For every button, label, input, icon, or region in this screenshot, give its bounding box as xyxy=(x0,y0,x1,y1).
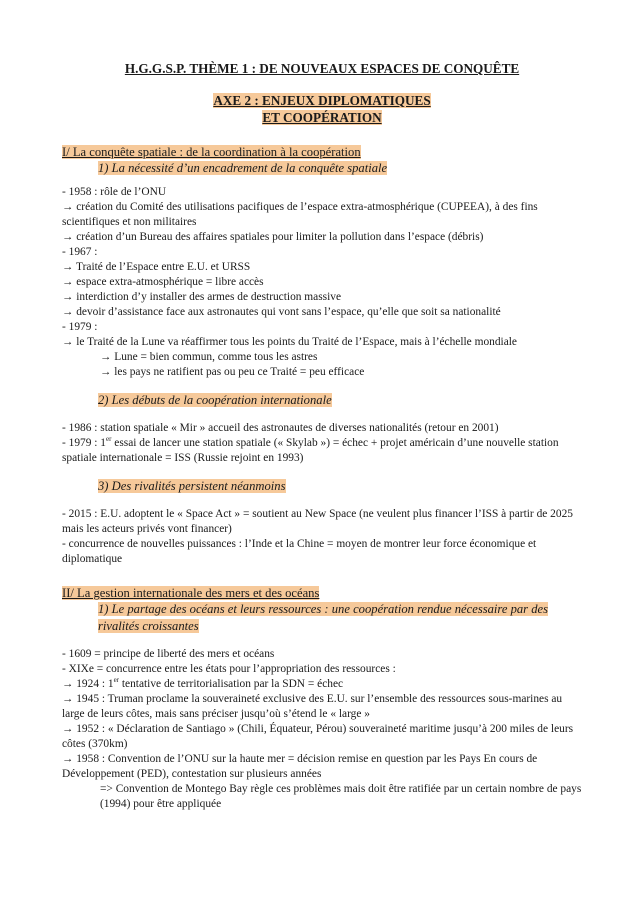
section-2-heading xyxy=(62,585,582,601)
text-line xyxy=(62,436,582,466)
indented-line: → les pays ne ratifient pas ou peu ce Traité = peu efficace xyxy=(100,366,365,378)
subsection-2-1-body xyxy=(62,647,582,812)
text-line: → 1945 : Truman proclame la souveraineté exclusive des E.U. sur l’ensemble des ressources sous-marines au large de leurs côtes, mais sans préciser jusqu’où s’étend le « large » xyxy=(62,693,563,720)
superscript: er xyxy=(105,435,112,444)
axe-title-line2: ET COOPÉRATION xyxy=(262,110,382,125)
text-fragment: → 1924 : 1 xyxy=(62,678,114,690)
text-line xyxy=(62,677,582,692)
text-fragment: - 1979 : 1 xyxy=(62,437,106,449)
text-line: → 1958 : Convention de l’ONU sur la haute mer = décision remise en question par les Pays En cours de Développement (PED), contestation sur plusieurs années xyxy=(62,753,538,780)
text-line: → 1952 : « Déclaration de Santiago » (Chili, Équateur, Pérou) souveraineté maritime jusqu’à 200 miles de leurs côtes (370km) xyxy=(62,723,574,750)
text-line: - concurrence de nouvelles puissances : l’Inde et la Chine = moyen de montrer leur force économique et diplomatique xyxy=(62,538,537,565)
subsection-1-3-body xyxy=(62,507,582,567)
text-line: - XIXe = concurrence entre les états pour l’appropriation des ressources : xyxy=(62,663,396,675)
section-2-title: II/ La gestion internationale des mers et des océans xyxy=(62,586,320,600)
document-page xyxy=(62,60,582,812)
subsection-2-1-heading xyxy=(62,601,582,635)
text-line: - 1609 = principe de liberté des mers et océans xyxy=(62,648,275,660)
text-line: - 1958 : rôle de l’ONU xyxy=(62,186,167,198)
text-line: - 2015 : E.U. adoptent le « Space Act » = soutient au New Space (ne veulent plus financer l’ISS à partir de 2025 mais les acteurs privés vont financer) xyxy=(62,508,573,535)
superscript: er xyxy=(113,676,120,685)
axe-title xyxy=(62,92,582,126)
subsection-1-2-body xyxy=(62,421,582,466)
subsection-1-3-title: 3) Des rivalités persistent néanmoins xyxy=(98,479,286,493)
subsection-1-2-heading xyxy=(62,392,582,409)
indented-line: → Lune = bien commun, comme tous les astres xyxy=(100,351,318,363)
conclusion-line: => Convention de Montego Bay règle ces problèmes mais doit être ratifiée par un certain nombre de pays (1994) pour être appliquée xyxy=(100,783,582,810)
text-line: → Traité de l’Espace entre E.U. et URSS xyxy=(62,261,251,273)
text-line: - 1979 : xyxy=(62,321,98,333)
text-line: → création d’un Bureau des affaires spatiales pour limiter la pollution dans l’espace (débris) xyxy=(62,231,484,243)
text-line: → espace extra-atmosphérique = libre accès xyxy=(62,276,264,288)
text-line: - 1986 : station spatiale « Mir » accueil des astronautes de diverses nationalités (retour en 2001) xyxy=(62,422,499,434)
subsection-1-3-heading xyxy=(62,478,582,495)
text-line: → interdiction d’y installer des armes de destruction massive xyxy=(62,291,341,303)
subsection-2-1-title: 1) Le partage des océans et leurs ressources : une coopération rendue nécessaire par des rivalités croissantes xyxy=(98,602,549,633)
subsection-1-1-heading xyxy=(62,160,582,177)
subsection-1-1-body xyxy=(62,185,582,380)
text-line: → le Traité de la Lune va réaffirmer tous les points du Traité de l’Espace, mais à l’échelle mondiale xyxy=(62,336,517,348)
subsection-1-1-title: 1) La nécessité d’un encadrement de la conquête spatiale xyxy=(98,161,388,175)
text-fragment: essai de lancer une station spatiale (« Skylab ») = échec + projet américain d’une nouvelle station spatiale internationale = ISS (Russie rejoint en 1993) xyxy=(62,437,559,464)
section-1-heading xyxy=(62,144,582,160)
text-fragment: tentative de territorialisation par la SDN = échec xyxy=(119,678,344,690)
section-1-title: I/ La conquête spatiale : de la coordination à la coopération xyxy=(62,145,361,159)
axe-title-line1: AXE 2 : ENJEUX DIPLOMATIQUES xyxy=(213,93,431,108)
title-text: H.G.G.S.P. THÈME 1 : DE NOUVEAUX ESPACES DE CONQUÊTE xyxy=(124,61,520,76)
text-line: → devoir d’assistance face aux astronautes qui vont sans l’espace, qu’elle que soit sa nationalité xyxy=(62,306,501,318)
subsection-1-2-title: 2) Les débuts de la coopération internationale xyxy=(98,393,332,407)
document-title xyxy=(62,60,582,77)
text-line: → création du Comité des utilisations pacifiques de l’espace extra-atmosphérique (CUPEEA), à des fins scientifiques et non militaires xyxy=(62,201,538,228)
text-line: - 1967 : xyxy=(62,246,98,258)
